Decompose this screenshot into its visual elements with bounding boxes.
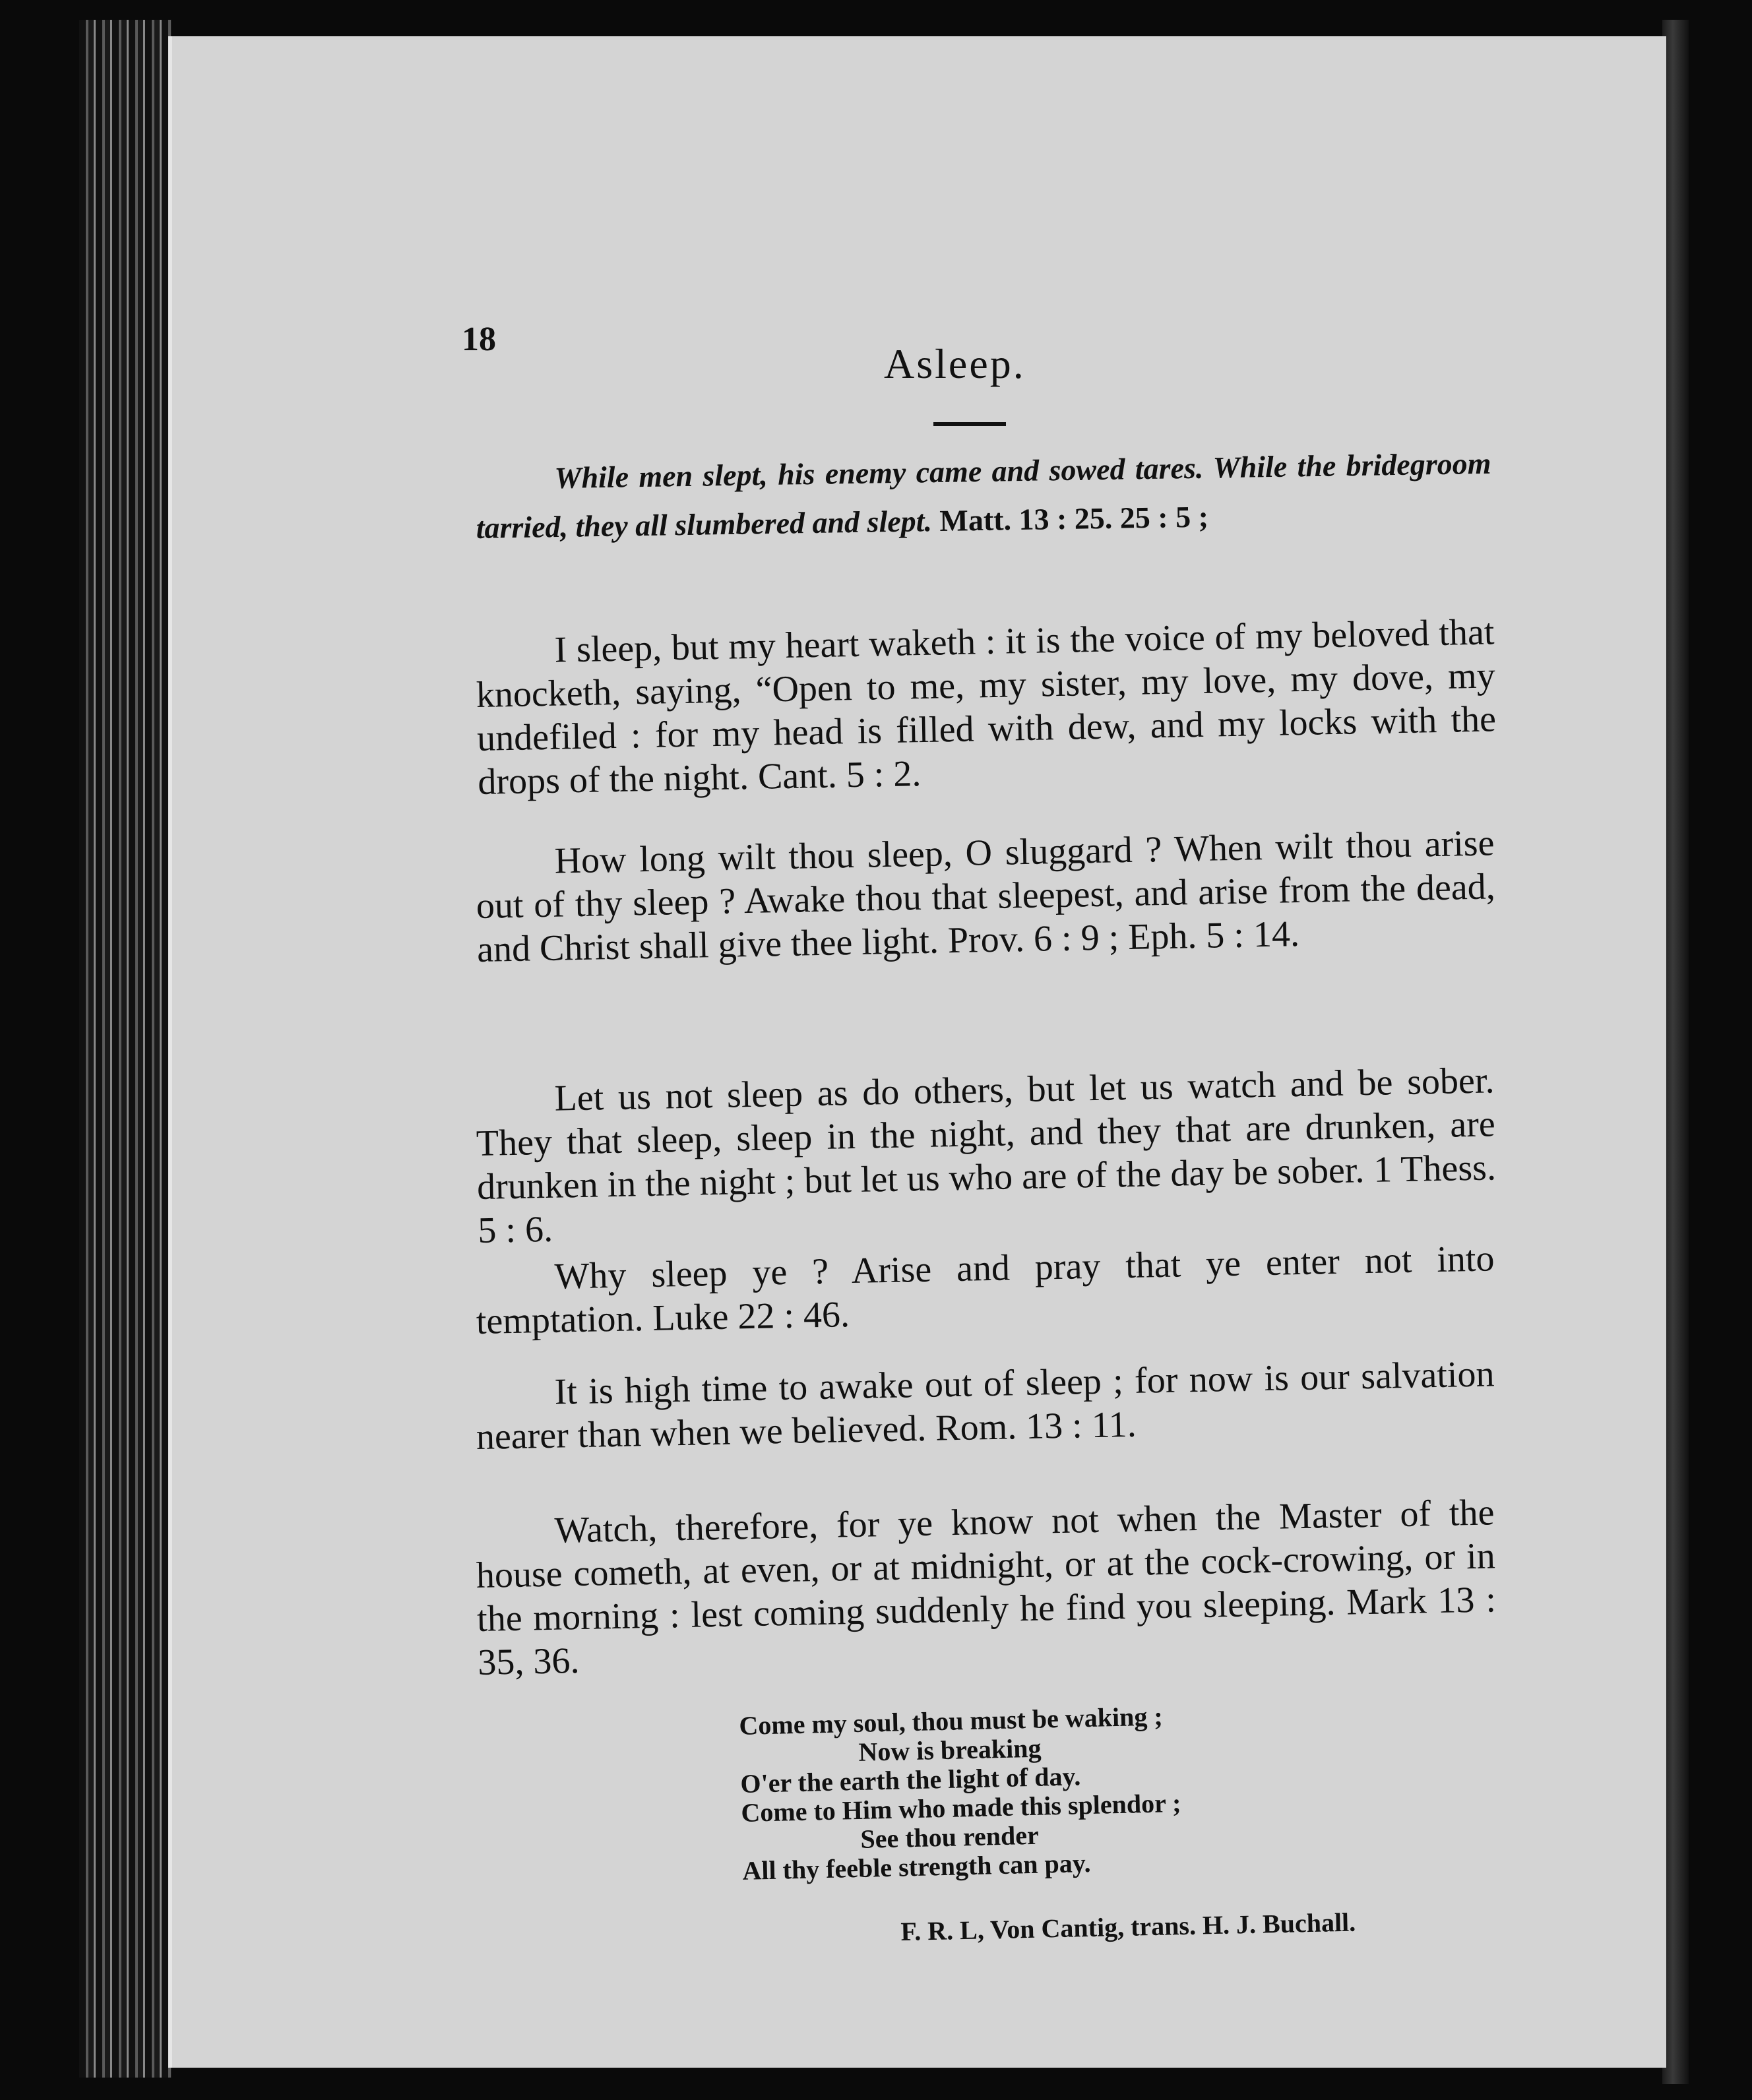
epigraph-reference: Matt. 13 : 25. 25 : 5 ;	[939, 499, 1209, 538]
poem-line: All thy feeble strength can pay.	[741, 1847, 1092, 1886]
poem-line: Come my soul, thou must be waking ;	[738, 1701, 1164, 1741]
poem	[739, 1694, 1534, 1886]
page-right-edge	[1662, 20, 1689, 2084]
epigraph-text: While men slept, his enemy came and sowed tares. While the bridegroom tarried, they all slumbered and slept.	[476, 446, 1491, 545]
paragraph-cant: I sleep, but my heart waketh : it is the voice of my beloved that knocketh, saying, “Open to me, my sister, my love, my dove, my undefiled : for my head is filled with dew, and my locks with the drops of the night. Cant. 5 : 2.	[476, 611, 1497, 803]
page-title: Asleep.	[884, 340, 1026, 387]
paragraph-mark: Watch, therefore, for ye know not when the Master of the house cometh, at even, or at midnight, or at the cock-crowing, or in the morning : lest coming suddenly he find you sleeping. Mark 13 : 35, 36.	[476, 1492, 1497, 1683]
poem-line: Now is breaking	[858, 1733, 1042, 1767]
page-edges	[79, 20, 172, 2078]
epigraph	[475, 439, 1492, 553]
poem-attribution: F. R. L, Von Cantig, trans. H. J. Buchall.	[900, 1907, 1356, 1946]
paragraph-luke: Why sleep ye ? Arise and pray that ye enter not into temptation. Luke 22 : 46.	[476, 1238, 1495, 1342]
title-rule	[933, 422, 1006, 426]
paragraph-prov-eph: How long wilt thou sleep, O sluggard ? When wilt thou arise out of thy sleep ? Awake thou that sleepest, and arise from the dead, and Christ shall give thee light. Prov. 6 : 9 ; Eph. 5 : 14.	[476, 822, 1496, 970]
page-number: 18	[462, 321, 496, 358]
poem-line: Come to Him who made this splendor ;	[740, 1787, 1181, 1828]
paragraph-rom: It is high time to awake out of sleep ; for now is our salvation nearer than when we believed. Rom. 13 : 11.	[476, 1353, 1495, 1458]
paragraph-thess: Let us not sleep as do others, but let us watch and be sober. They that sleep, sleep in the night, and they that are drunken, are drunken in the night ; but let us who are of the day be sober. 1 Thess. 5 : 6.	[476, 1060, 1497, 1251]
poem-line: O'er the earth the light of day.	[739, 1761, 1081, 1799]
poem-line: See thou render	[860, 1820, 1040, 1854]
